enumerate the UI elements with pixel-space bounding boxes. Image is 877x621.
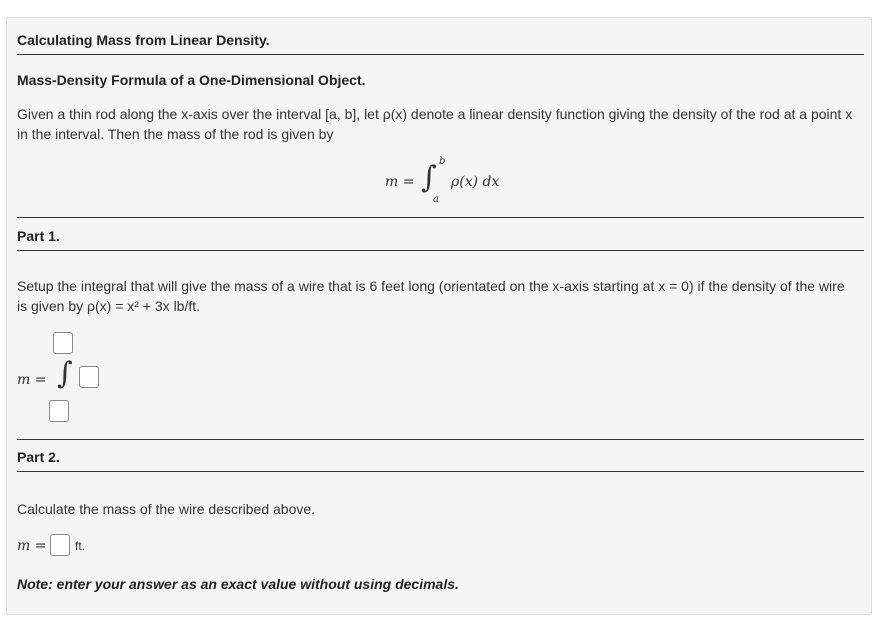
mass-formula [385,158,515,208]
part1-question [17,276,865,316]
divider [17,250,864,251]
formula-description [17,104,865,144]
part2-question: Calculate the mass of the wire described above. [17,501,316,517]
part1-heading: Part 1. [17,228,60,244]
lower-limit: a [433,194,439,205]
formula-integrand: ρ(x) dx [451,174,500,190]
description-line-1: Given a thin rod along the x-axis over the interval [a, b], let ρ(x) denote a linear density function giving the density of the rod at a point x [17,106,853,122]
problem-title: Calculating Mass from Linear Density. [17,32,270,48]
question-line-1: Setup the integral that will give the mass of a wire that is 6 feet long (orientated on the x-axis starting at x = 0) if the density of the wire [17,278,845,294]
upper-limit: b [439,156,446,167]
integral-sign: ∫ [57,356,73,391]
problem-card [6,17,872,615]
formula-heading: Mass-Density Formula of a One-Dimensional Object. [17,72,366,88]
integral-sign: ∫ [421,160,437,195]
part2-answer-row [17,532,137,558]
divider [17,471,864,472]
question-line-2: is given by ρ(x) = x² + 3x lb/ft. [17,298,201,314]
part2-heading: Part 2. [17,449,60,465]
answer-lhs: m = [17,372,47,388]
divider [17,54,864,55]
divider [17,439,864,440]
mass-answer-input[interactable] [50,534,70,556]
upper-limit-input[interactable] [53,332,73,354]
part1-answer-integral [17,332,137,428]
divider [17,217,864,218]
description-line-2: in the interval. Then the mass of the rod is given by [17,126,334,142]
note: Note: enter your answer as an exact value without using decimals. [17,576,459,592]
unit-label: ft. [75,539,86,553]
formula-lhs: m = [385,174,415,190]
lower-limit-input[interactable] [49,400,69,422]
integrand-input[interactable] [79,366,99,388]
answer-lhs: m = [17,538,47,554]
